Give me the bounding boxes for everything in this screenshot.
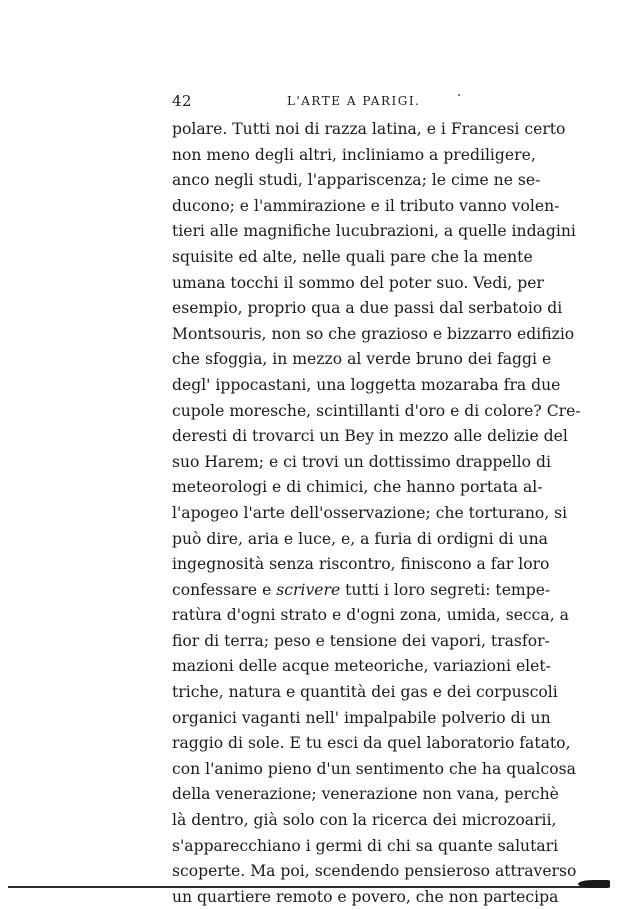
text-segment: confessare e <box>172 580 277 599</box>
running-head: L'ARTE A PARIGI. <box>287 94 421 108</box>
text-line: là dentro, già solo con la ricerca dei microzoarii, <box>172 811 557 830</box>
text-line: l'apogeo l'arte dell'osservazione; che torturano, si <box>172 503 568 522</box>
text-line: ratùra d'ogni strato e d'ogni zona, umida, secca, a <box>172 606 569 625</box>
text-line: non meno degli altri, incliniamo a prediligere, <box>172 145 536 164</box>
text-line: organici vaganti nell' impalpabile polverio di un <box>172 708 551 727</box>
text-line: che sfoggia, in mezzo al verde bruno dei faggi e <box>172 350 552 369</box>
text-line: triche, natura e quantità dei gas e dei corpuscoli <box>172 683 558 702</box>
text-line: Montsouris, non so che grazioso e bizzarro edifizio <box>172 324 575 343</box>
text-line: raggio di sole. E tu esci da quel laboratorio fatato, <box>172 734 571 753</box>
text-line: può dire, aria e luce, e, a furia di ordigni di una <box>172 529 548 548</box>
text-line: polare. Tutti noi di razza latina, e i Francesi certo <box>172 120 566 138</box>
text-line: s'apparecchiano i germi di chi sa quante salutari <box>172 836 559 855</box>
text-line: ducono; e l'ammirazione e il tributo vanno volen- <box>172 196 560 215</box>
body-text <box>172 117 581 910</box>
text-segment: tutti i loro segreti: tempe- <box>340 580 551 599</box>
corner-mark <box>578 880 610 888</box>
page-header <box>172 92 512 114</box>
text-line: con l'animo pieno d'un sentimento che ha qualcosa <box>172 759 576 778</box>
text-line: esempio, proprio qua a due passi dal serbatoio di <box>172 299 563 318</box>
text-line: mazioni delle acque meteoriche, variazioni elet- <box>172 657 551 676</box>
text-line: degl' ippocastani, una loggetta mozaraba fra due <box>172 375 561 394</box>
text-line: cupole moresche, scintillanti d'oro e di colore? Cre- <box>172 401 581 420</box>
text-line: umana tocchi il sommo del poter suo. Vedi, per <box>172 273 544 292</box>
text-line: suo Harem; e ci trovi un dottissimo drappello di <box>172 452 551 471</box>
text-line: della venerazione; venerazione non vana, perchè <box>172 785 559 804</box>
scan-speck <box>458 94 460 96</box>
text-line: fior di terra; peso e tensione dei vapori, trasfor- <box>172 631 550 650</box>
text-line: anco negli studi, l'appariscenza; le cime ne se- <box>172 171 541 190</box>
text-line: deresti di trovarci un Bey in mezzo alle delizie del <box>172 427 568 446</box>
italic-word: scrivere <box>276 580 341 599</box>
text-line: tieri alle magnifiche lucubrazioni, a quelle indagini <box>172 222 576 241</box>
text-line: meteorologi e di chimici, che hanno portata al- <box>172 478 543 497</box>
text-line <box>172 578 551 604</box>
text-line: un quartiere remoto e povero, che non partecipa <box>172 887 559 906</box>
page-number: 42 <box>172 92 193 110</box>
bottom-rule <box>8 886 606 888</box>
text-line: ingegnosità senza riscontro, finiscono a far loro <box>172 555 550 574</box>
text-line: scoperte. Ma poi, scendendo pensieroso attraverso <box>172 862 577 881</box>
text-line: squisite ed alte, nelle quali pare che la mente <box>172 247 533 266</box>
